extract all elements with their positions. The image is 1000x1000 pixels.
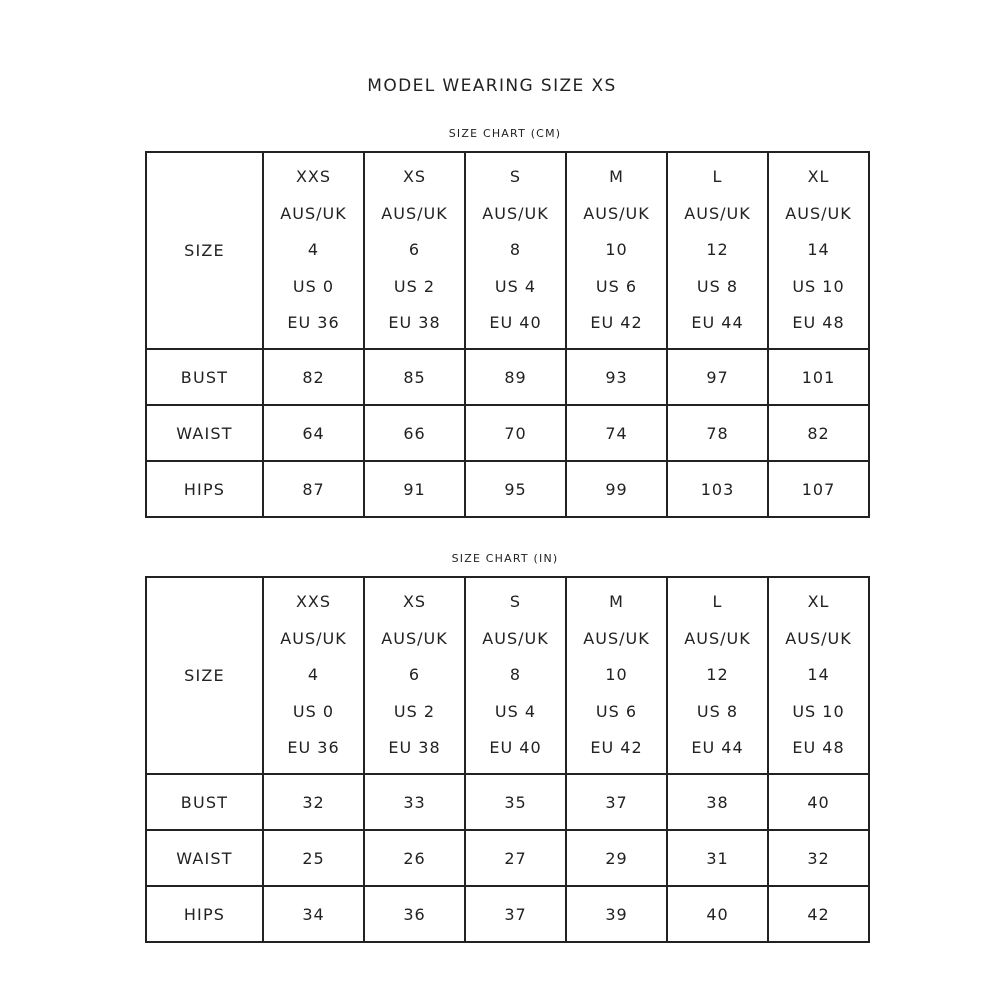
size-aus-uk-label: AUS/UK [785, 628, 852, 648]
size-cell-xl [768, 152, 869, 349]
size-cell-m [566, 577, 667, 774]
size-aus-uk-number: 10 [605, 665, 628, 685]
measurement-cell: 36 [364, 886, 465, 942]
size-aus-uk-number: 4 [307, 665, 320, 685]
measurement-cell: 91 [364, 461, 465, 517]
measurement-cell: 42 [768, 886, 869, 942]
measurement-cell: 95 [465, 461, 566, 517]
size-name: XXS [295, 167, 332, 187]
size-chart-cm-title: SIZE CHART (CM) [448, 127, 562, 140]
size-eu: EU 36 [287, 313, 340, 333]
size-us: US 2 [393, 701, 436, 721]
size-us: US 10 [792, 276, 845, 296]
measurement-cell: 70 [465, 405, 566, 461]
row-label-waist: WAIST [146, 405, 263, 461]
size-us: US 2 [393, 276, 436, 296]
size-header-row [146, 152, 869, 349]
size-us: US 0 [292, 276, 335, 296]
measurement-cell: 31 [667, 830, 768, 886]
size-eu: EU 48 [792, 738, 845, 758]
measurement-cell: 87 [263, 461, 364, 517]
row-label-hips: HIPS [146, 461, 263, 517]
size-eu: EU 36 [287, 738, 340, 758]
size-eu: EU 42 [590, 738, 643, 758]
measurement-cell: 32 [263, 774, 364, 830]
size-us: US 8 [696, 701, 739, 721]
size-aus-uk-number: 12 [706, 240, 729, 260]
size-aus-uk-number: 10 [605, 240, 628, 260]
measurement-cell: 26 [364, 830, 465, 886]
size-aus-uk-number: 14 [807, 240, 830, 260]
measurement-cell: 32 [768, 830, 869, 886]
measurement-cell: 35 [465, 774, 566, 830]
size-name: M [609, 592, 624, 612]
size-name: XL [807, 167, 830, 187]
size-aus-uk-number: 8 [509, 665, 522, 685]
size-aus-uk-label: AUS/UK [280, 628, 347, 648]
row-label-waist: WAIST [146, 830, 263, 886]
size-eu: EU 38 [388, 313, 441, 333]
size-aus-uk-number: 8 [509, 240, 522, 260]
size-eu: EU 44 [691, 738, 744, 758]
size-aus-uk-number: 6 [408, 240, 421, 260]
size-cell-l [667, 152, 768, 349]
bust-row [146, 349, 869, 405]
size-eu: EU 40 [489, 738, 542, 758]
row-label-size: SIZE [146, 152, 263, 349]
hips-row [146, 886, 869, 942]
size-name: M [609, 167, 624, 187]
size-aus-uk-label: AUS/UK [583, 203, 650, 223]
measurement-cell: 93 [566, 349, 667, 405]
measurement-cell: 37 [465, 886, 566, 942]
measurement-cell: 89 [465, 349, 566, 405]
size-eu: EU 40 [489, 313, 542, 333]
size-name: XS [402, 592, 427, 612]
waist-row [146, 405, 869, 461]
size-cell-xs [364, 152, 465, 349]
size-aus-uk-label: AUS/UK [684, 628, 751, 648]
size-us: US 4 [494, 276, 537, 296]
size-header-row [146, 577, 869, 774]
size-aus-uk-number: 14 [807, 665, 830, 685]
measurement-cell: 97 [667, 349, 768, 405]
size-aus-uk-label: AUS/UK [785, 203, 852, 223]
size-cell-s [465, 152, 566, 349]
size-name: S [509, 167, 522, 187]
size-cell-xxs [263, 577, 364, 774]
measurement-cell: 29 [566, 830, 667, 886]
measurement-cell: 66 [364, 405, 465, 461]
measurement-cell: 38 [667, 774, 768, 830]
measurement-cell: 27 [465, 830, 566, 886]
size-eu: EU 48 [792, 313, 845, 333]
size-cell-s [465, 577, 566, 774]
measurement-cell: 74 [566, 405, 667, 461]
bust-row [146, 774, 869, 830]
size-eu: EU 38 [388, 738, 441, 758]
size-us: US 8 [696, 276, 739, 296]
size-cell-xs [364, 577, 465, 774]
size-us: US 10 [792, 701, 845, 721]
row-label-bust: BUST [146, 349, 263, 405]
size-us: US 6 [595, 276, 638, 296]
size-aus-uk-label: AUS/UK [583, 628, 650, 648]
size-cell-l [667, 577, 768, 774]
measurement-cell: 40 [667, 886, 768, 942]
size-us: US 4 [494, 701, 537, 721]
measurement-cell: 99 [566, 461, 667, 517]
size-name: S [509, 592, 522, 612]
measurement-cell: 64 [263, 405, 364, 461]
size-us: US 0 [292, 701, 335, 721]
row-label-size: SIZE [146, 577, 263, 774]
size-cell-xl [768, 577, 869, 774]
waist-row [146, 830, 869, 886]
hips-row [146, 461, 869, 517]
size-aus-uk-label: AUS/UK [381, 628, 448, 648]
measurement-cell: 107 [768, 461, 869, 517]
measurement-cell: 37 [566, 774, 667, 830]
size-eu: EU 44 [691, 313, 744, 333]
size-name: XL [807, 592, 830, 612]
size-aus-uk-label: AUS/UK [482, 203, 549, 223]
size-aus-uk-number: 4 [307, 240, 320, 260]
size-aus-uk-number: 12 [706, 665, 729, 685]
size-name: XXS [295, 592, 332, 612]
size-name: XS [402, 167, 427, 187]
measurement-cell: 103 [667, 461, 768, 517]
measurement-cell: 40 [768, 774, 869, 830]
size-chart-in-title: SIZE CHART (IN) [451, 552, 559, 565]
size-chart-cm-table [145, 151, 870, 518]
size-aus-uk-label: AUS/UK [482, 628, 549, 648]
size-name: L [712, 592, 723, 612]
measurement-cell: 34 [263, 886, 364, 942]
page-title: MODEL WEARING SIZE XS [367, 76, 617, 96]
size-aus-uk-number: 6 [408, 665, 421, 685]
size-aus-uk-label: AUS/UK [684, 203, 751, 223]
row-label-hips: HIPS [146, 886, 263, 942]
size-aus-uk-label: AUS/UK [381, 203, 448, 223]
measurement-cell: 101 [768, 349, 869, 405]
size-cell-m [566, 152, 667, 349]
measurement-cell: 33 [364, 774, 465, 830]
measurement-cell: 85 [364, 349, 465, 405]
size-cell-xxs [263, 152, 364, 349]
size-eu: EU 42 [590, 313, 643, 333]
size-us: US 6 [595, 701, 638, 721]
row-label-bust: BUST [146, 774, 263, 830]
measurement-cell: 25 [263, 830, 364, 886]
measurement-cell: 82 [263, 349, 364, 405]
size-name: L [712, 167, 723, 187]
measurement-cell: 39 [566, 886, 667, 942]
measurement-cell: 78 [667, 405, 768, 461]
size-chart-in-table [145, 576, 870, 943]
size-aus-uk-label: AUS/UK [280, 203, 347, 223]
measurement-cell: 82 [768, 405, 869, 461]
